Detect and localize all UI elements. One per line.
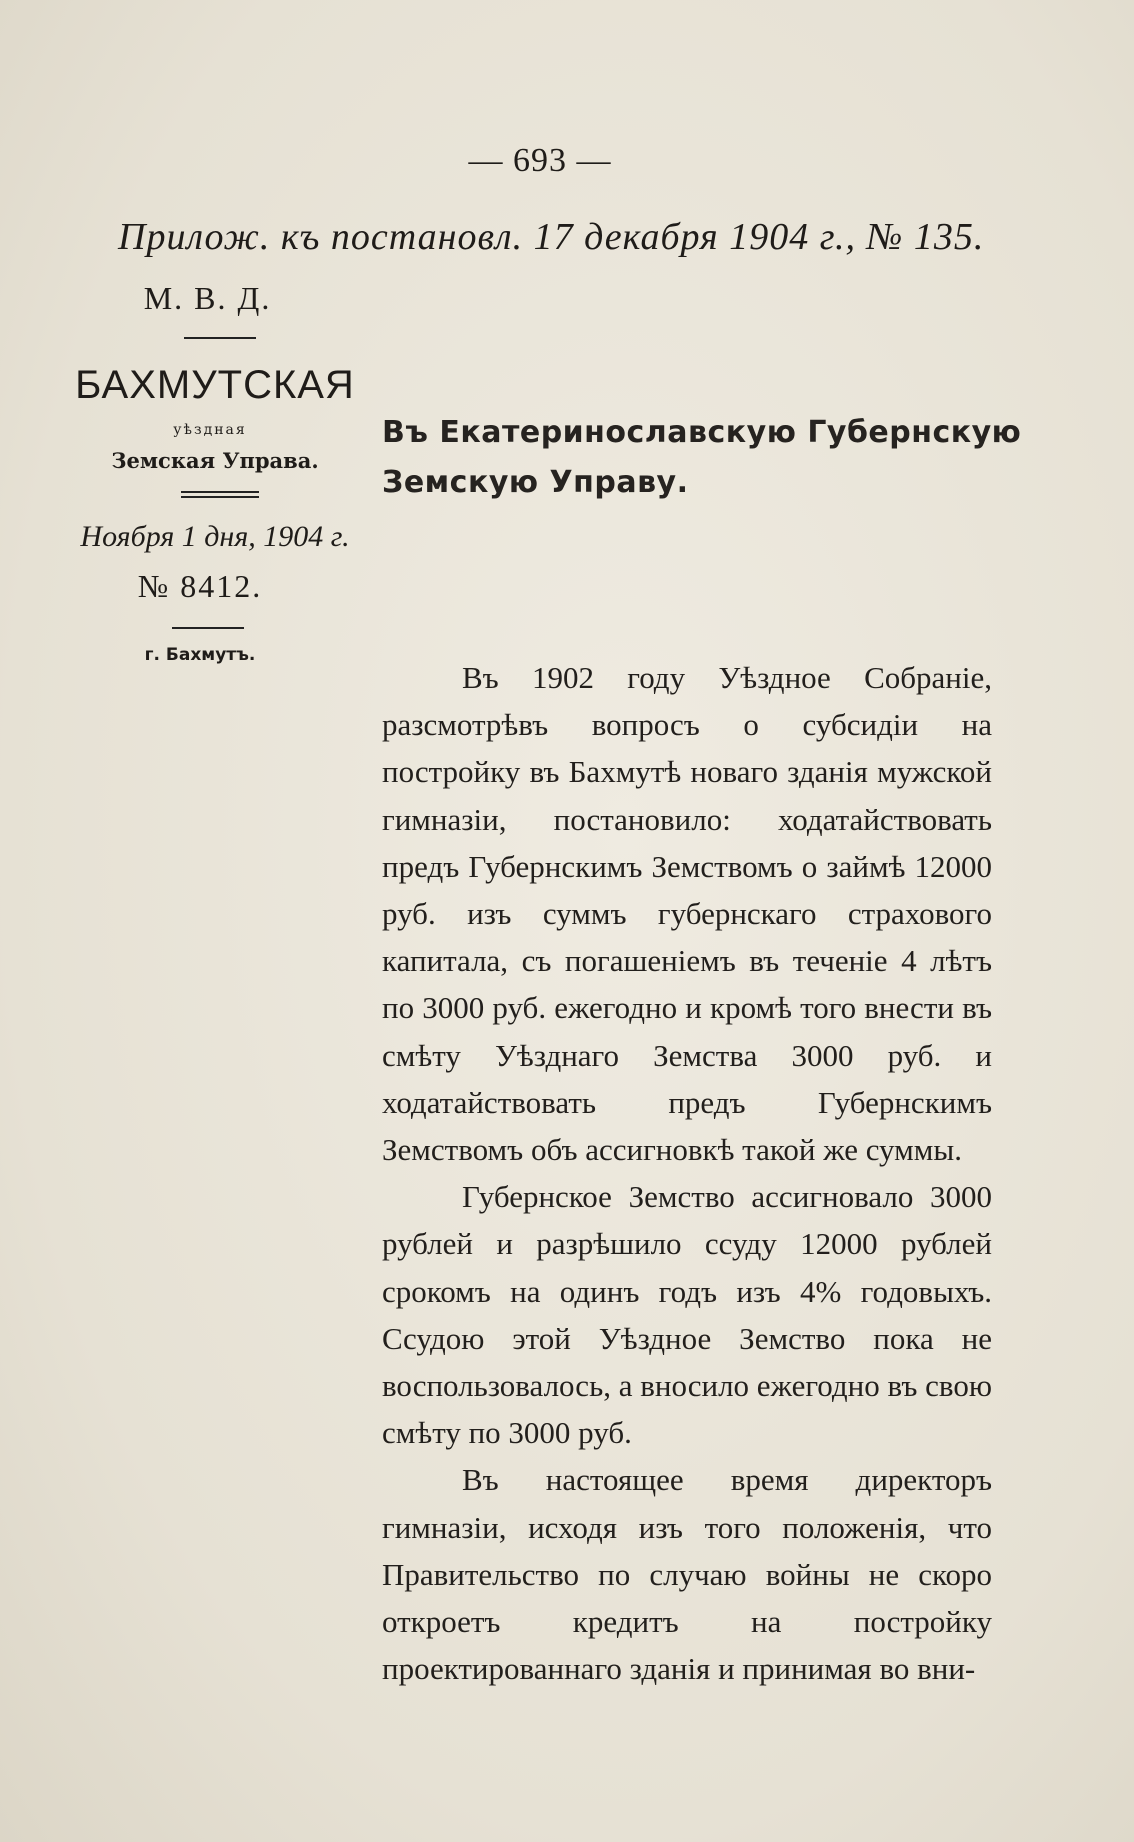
document-date: Ноября 1 дня, 1904 г. [80, 520, 350, 553]
organization-name: БАХМУТСКАЯ [75, 363, 355, 407]
body-paragraph: Губернское Земство ассигновало 3000 рублей и разрѣшило ссуду 12000 рублей срокомъ на одинъ годъ изъ 4% годовыхъ. Ссудою этой Уѣздное Земство пока не воспользовалось, а вносило ежегодно въ свою смѣту по 3000 руб. [382, 1179, 992, 1451]
appendix-reference: Прилож. къ постановл. 17 декабря 1904 г., № 135. [118, 216, 985, 258]
organization-subtitle-2: Земская Управа. [111, 448, 319, 473]
organization-subtitle: уѣздная [173, 422, 247, 438]
document-number: № 8412. [137, 568, 263, 604]
page-number: — 693 — [468, 142, 612, 179]
city: г. Бахмутъ. [144, 645, 256, 665]
divider [184, 337, 256, 339]
ministry-abbreviation: М. В. Д. [143, 280, 272, 316]
addressee-line: Въ Екатеринославскую Губернскую [382, 415, 1022, 450]
letter-body [382, 654, 992, 1692]
double-divider [181, 491, 259, 498]
body-paragraph: Въ настоящее время директоръ гимназіи, исходя изъ того положенія, что Правительство по случаю войны не скоро откроетъ кредитъ на постройку проектированнаго зданія и принимая во вни- [382, 1462, 992, 1687]
addressee-line: Земскую Управу. [382, 465, 689, 500]
divider [172, 627, 244, 629]
addressee-block [382, 408, 1022, 508]
body-paragraph: Въ 1902 году Уѣздное Собраніе, разсмотрѣвъ вопросъ о субсидіи на постройку въ Бахмутѣ новаго зданія мужской гимназіи, постановило: ходатайствовать предъ Губернскимъ Земствомъ о займѣ 12000 руб. изъ суммъ губернскаго страхового капитала, съ погашеніемъ въ теченіе 4 лѣтъ по 3000 руб. ежегодно и кромѣ того внести въ смѣту Уѣзднаго Земства 3000 руб. и ходатайствовать предъ Губернскимъ Земствомъ объ ассигновкѣ такой же суммы. [382, 660, 992, 1168]
sender-block [70, 280, 370, 665]
